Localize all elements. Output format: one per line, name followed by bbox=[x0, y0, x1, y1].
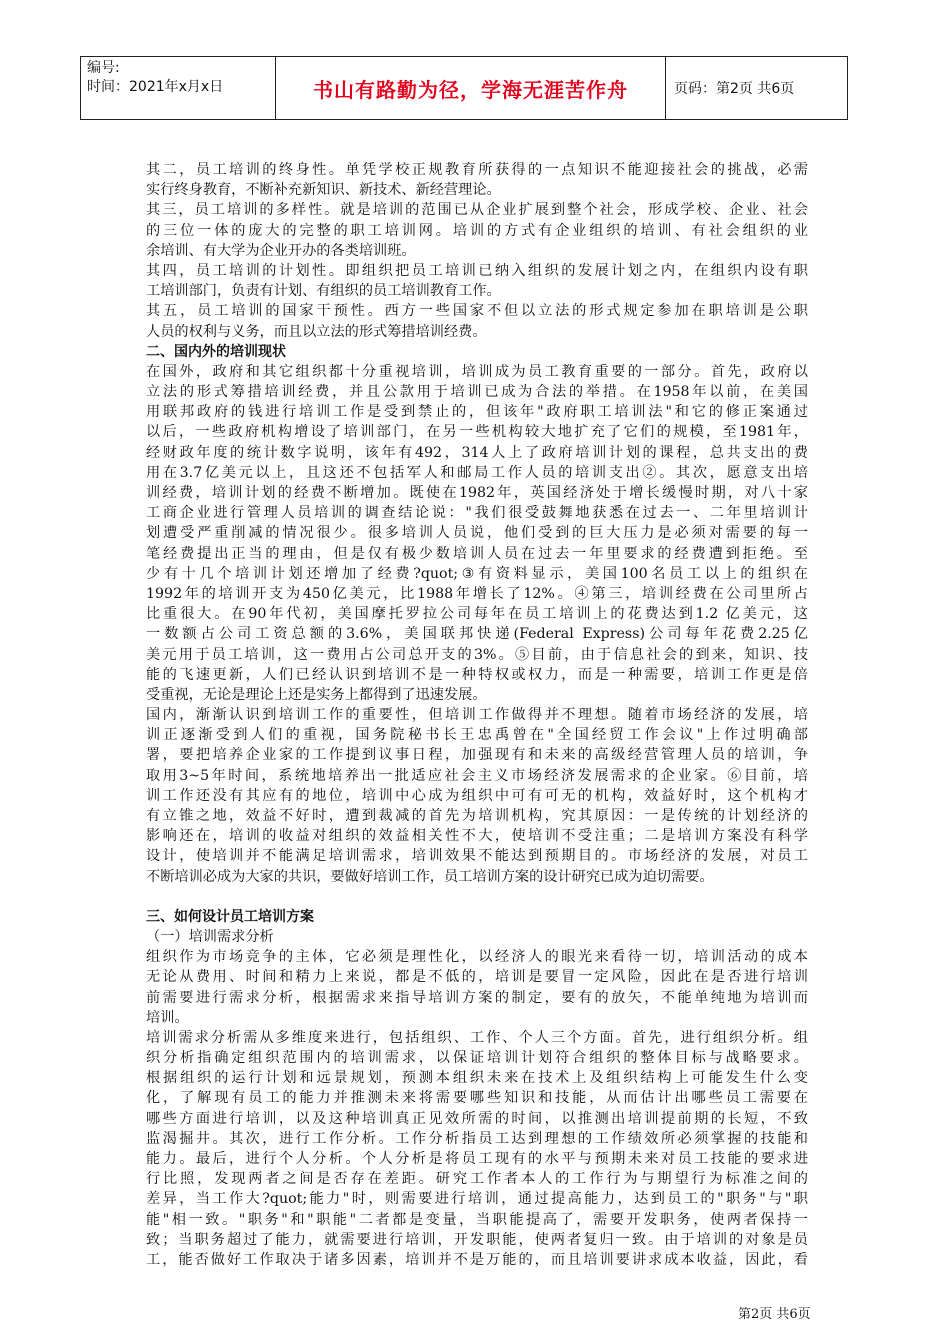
body-text-line: 能力。最后，进行个人分析。个人分析是将员工现有的水平与预期未来对员工技能的要求进 bbox=[146, 1151, 808, 1167]
section-heading: 三、如何设计员工培训方案 bbox=[146, 908, 314, 925]
body-text-line: 行比照，发现两者之间是否存在差距。研究工作者本人的工作行为与期望行为标准之间的 bbox=[146, 1171, 808, 1188]
body-text-line: 国内，渐渐认识到培训工作的重要性，但培训工作做得并不理想。随着市场经济的发展，培 bbox=[146, 707, 808, 724]
body-text-line: 的三位一体的庞大的完整的职工培训网。培训的方式有企业组织的培训、有社会组织的业 bbox=[146, 222, 808, 239]
body-text-line: 训正逐渐受到人们的重视，国务院秘书长王忠禹曾在"全国经贸工作会议"上作过明确部 bbox=[146, 727, 808, 744]
body-text-line: 培训。 bbox=[146, 1009, 189, 1026]
body-text-line: 比重很大。在90年代初，美国摩托罗拉公司每年在员工培训上的花费达到1.2 亿美元，这 bbox=[146, 606, 808, 623]
body-text-line: 取用3~5年时间，系统地培养出一批适应社会主义市场经济发展需求的企业家。⑥目前，培 bbox=[146, 767, 808, 784]
body-text-line: 能"相一致。"职务"和"职能"二者都是变量，当职能提高了，需要开发职务，使两者保持一 bbox=[146, 1211, 808, 1228]
body-text-line: 用在3.7亿美元以上，且这还不包括军人和邮局工作人员的培训支出②。其次，愿意支出培 bbox=[146, 464, 808, 481]
body-text-line: 在国外，政府和其它组织都十分重视培训，培训成为员工教育重要的一部分。首先，政府以 bbox=[146, 363, 808, 380]
body-text-line: 化，了解现有员工的能力并推测未来将需要哪些知识和技能，从而估计出哪些员工需要在 bbox=[146, 1090, 808, 1107]
document-number-label: 编号: bbox=[87, 60, 120, 76]
body-text-line: 美元用于员工培训，这一费用占公司总开支的3%。⑤目前，由于信息社会的到来，知识、技 bbox=[146, 646, 808, 663]
body-text-line: 能的飞速更新，人们已经认识到培训不是一种特权或权力，而是一种需要，培训工作更是倍 bbox=[146, 666, 808, 683]
body-text-line: 其二，员工培训的终身性。单凭学校正规教育所获得的一点知识不能迎接社会的挑战，必需 bbox=[146, 162, 808, 178]
body-text-line: 笔经费提出正当的理由，但是仅有极少数培训人员在过去一年里要求的经费遭到拒绝。至 bbox=[146, 545, 808, 562]
body-text-line: 其三，员工培训的多样性。就是培训的范围已从企业扩展到整个社会，形成学校、企业、社会 bbox=[146, 202, 808, 219]
header-meta bbox=[81, 57, 276, 119]
body-text-line: 1992年的培训开支为450亿美元，比1988年增长了12%。④第三，培训经费在公司里所占 bbox=[146, 585, 808, 602]
body-text-line: 培训需求分析需从多维度来进行，包括组织、工作、个人三个方面。首先，进行组织分析。组 bbox=[146, 1029, 808, 1046]
body-text-line: 致；当职务超过了能力，就需要进行培训，开发职能，使两者复归一致。由于培训的对象是员 bbox=[146, 1231, 808, 1248]
page-header bbox=[80, 56, 848, 120]
body-text-line: 有立锥之地，效益不好时，遭到裁减的首先为培训机构，究其原因：一是传统的计划经济的 bbox=[146, 808, 808, 824]
section-heading: 二、国内外的培训现状 bbox=[146, 343, 286, 360]
body-text-line: （一）培训需求分析 bbox=[146, 928, 274, 945]
header-page-number: 页码：第2页 共6页 bbox=[674, 81, 795, 97]
body-text-line: 不断培训必成为大家的共识，要做好培训工作，员工培训方案的设计研究已成为迫切需要。 bbox=[146, 868, 714, 885]
body-text-line: 设计，使培训并不能满足培训需求，培训效果不能达到预期目的。市场经济的发展，对员工 bbox=[146, 848, 808, 865]
body-text-line: 用联邦政府的钱进行培训工作是受到禁止的，但该年"政府职工培训法"和它的修正案通过 bbox=[146, 404, 808, 421]
body-text-line: 少有十几个培训计划还增加了经费?quot;③有资料显示，美国100名员工以上的组织在 bbox=[146, 565, 808, 582]
body-text-line: 其五，员工培训的国家干预性。西方一些国家不但以立法的形式规定参加在职培训是公职 bbox=[146, 303, 808, 320]
body-text-line: 以后，一些政府机构增设了培训部门，在另一些机构较大地扩充了它们的规模，至1981年， bbox=[146, 424, 808, 441]
document-body bbox=[146, 160, 808, 1270]
body-text-line: 根据组织的运行计划和远景规划，预测本组织未来在技术上及组织结构上可能发生什么变 bbox=[146, 1070, 808, 1087]
body-text-line: 工商企业进行管理人员培训的调查结论说："我们很受鼓舞地获悉在过去一、二年里培训计 bbox=[146, 505, 808, 522]
body-text-line: 受重视，无论是理论上还是实务上都得到了迅速发展。 bbox=[146, 686, 487, 703]
body-text-line: 工培训部门，负责有计划、有组织的员工培训教育工作。 bbox=[146, 283, 501, 300]
header-motto: 书山有路勤为径，学海无涯苦作舟 bbox=[276, 57, 666, 119]
footer-page-number: 第2页 共6页 bbox=[738, 1307, 811, 1322]
body-text-line: 署，要把培养企业家的工作提到议事日程，加强现有和未来的高级经营管理人员的培训，争 bbox=[146, 747, 808, 764]
body-text-line: 划遭受严重削减的情况很少。很多培训人员说，他们受到的巨大压力是必须对需要的每一 bbox=[146, 525, 808, 542]
body-text-line: 影响还在，培训的收益对组织的效益相关性不大，使培训不受注重；二是培训方案没有科学 bbox=[146, 828, 808, 845]
body-text-line: 一数额占公司工资总额的3.6%，美国联邦快递(Federal Express)公司每年花费2.25亿 bbox=[146, 626, 808, 643]
body-text-line: 其四，员工培训的计划性。即组织把员工培训已纳入组织的发展计划之内，在组织内设有职 bbox=[146, 262, 808, 279]
document-time-label: 时间：2021年x月x日 bbox=[87, 79, 224, 95]
body-text-line: 差异，当工作大?quot;能力"时，则需要进行培训，通过提高能力，达到员工的"职务"与"职 bbox=[146, 1191, 808, 1208]
body-text-line: 哪些方面进行培训，以及这种培训真正见效所需的时间，以推测出培训提前期的长短，不致 bbox=[146, 1110, 808, 1127]
body-text-line: 实行终身教育，不断补充新知识、新技术、新经营理论。 bbox=[146, 182, 501, 199]
body-text-line: 前需要进行需求分析，根据需求来指导培训方案的制定，要有的放矢，不能单纯地为培训而 bbox=[146, 989, 808, 1006]
body-text-line: 训经费，培训计划的经费不断增加。既使在1982年，英国经济处于增长缓慢时期，对八十家 bbox=[146, 485, 808, 501]
paragraph-gap bbox=[146, 887, 808, 907]
body-text-line: 立法的形式筹措培训经费，并且公款用于培训已成为合法的举措。在1958年以前，在美国 bbox=[146, 384, 808, 401]
body-text-line: 织分析指确定组织范围内的培训需求，以保证培训计划符合组织的整体目标与战略要求。 bbox=[146, 1050, 808, 1067]
body-text-line: 工，能否做好工作取决于诸多因素，培训并不是万能的，而且培训要讲求成本收益，因此，看 bbox=[146, 1251, 808, 1268]
body-text-line: 无论从费用、时间和精力上来说，都是不低的，培训是要冒一定风险，因此在是否进行培训 bbox=[146, 969, 808, 986]
body-text-line: 训工作还没有其应有的地位，培训中心成为组织中可有可无的机构，效益好时，这个机构才 bbox=[146, 787, 808, 804]
body-text-line: 人员的权利与义务，而且以立法的形式筹措培训经费。 bbox=[146, 323, 487, 340]
body-text-line: 监渴掘井。其次，进行工作分析。工作分析指员工达到理想的工作绩效所必须掌握的技能和 bbox=[146, 1130, 808, 1147]
body-text-line: 组织作为市场竞争的主体，它必须是理性化，以经济人的眼光来看待一切，培训活动的成本 bbox=[146, 949, 808, 966]
body-text-line: 经财政年度的统计数字说明，该年有492，314人上了政府培训计划的课程，总共支出的费 bbox=[146, 444, 808, 461]
body-text-line: 余培训、有大学为企业开办的各类培训班。 bbox=[146, 242, 416, 259]
